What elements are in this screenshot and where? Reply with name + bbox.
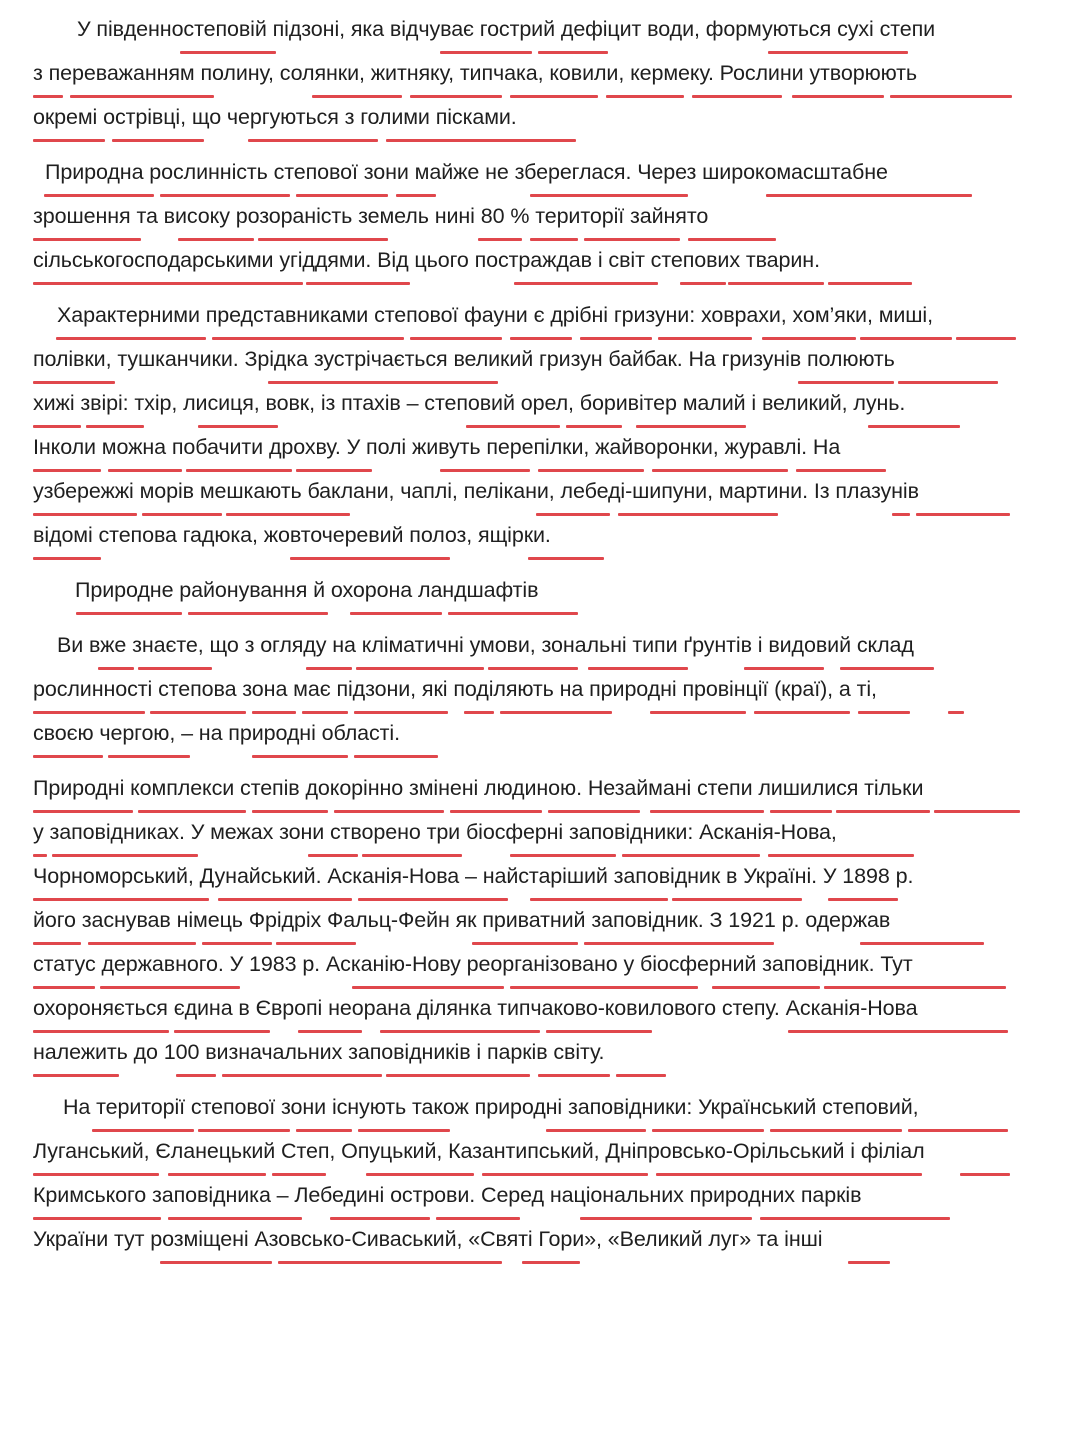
underline-mark	[386, 1074, 530, 1077]
underline-mark	[744, 667, 824, 670]
underline-mark	[712, 986, 820, 989]
underline-mark	[680, 282, 726, 285]
underline-mark	[76, 612, 182, 615]
underline-mark	[500, 711, 612, 714]
underline-mark	[616, 1074, 666, 1077]
paragraph-3-line-1: Характерними представниками степової фауни є дрібні гризуни: ховрахи, хом’яки, миші,	[57, 303, 933, 327]
underline-mark	[898, 381, 998, 384]
underline-mark	[33, 95, 63, 98]
underline-mark	[188, 612, 328, 615]
underline-mark	[380, 1030, 540, 1033]
underline-mark	[198, 425, 278, 428]
underline-mark	[658, 337, 752, 340]
underline-mark	[258, 238, 388, 241]
underline-mark	[33, 1074, 119, 1077]
underline-mark	[788, 1030, 1008, 1033]
underline-mark	[138, 667, 212, 670]
paragraph-3-line-6: відомі степова гадюка, жовточеревий полоз, ящірки.	[33, 523, 551, 547]
underline-mark	[352, 986, 504, 989]
underline-mark	[33, 1173, 159, 1176]
underline-mark	[672, 898, 802, 901]
underline-mark	[448, 612, 578, 615]
underline-mark	[306, 667, 352, 670]
paragraph-6-line-7: належить до 100 визначальних заповідників і парків світу.	[33, 1040, 605, 1064]
underline-mark	[92, 1129, 194, 1132]
underline-mark	[108, 469, 182, 472]
underline-mark	[584, 942, 774, 945]
underline-mark	[464, 711, 494, 714]
section-heading: Природне районування й охорона ландшафтів	[75, 578, 539, 602]
paragraph-3-line-4: Інколи можна побачити дрохву. У полі живуть перепілки, жайворонки, журавлі. На	[33, 435, 841, 459]
underline-mark	[510, 95, 598, 98]
paragraph-1-line-2: з переважанням полину, солянки, житняку, типчака, ковили, кермеку. Рослини утворюють	[33, 61, 918, 85]
underline-mark	[770, 810, 832, 813]
underline-mark	[108, 755, 190, 758]
underline-mark	[656, 1173, 922, 1176]
paragraph-6-line-1: Природні комплекси степів докорінно змінені людиною. Незаймані степи лишилися тільки	[33, 776, 924, 800]
underline-mark	[514, 282, 658, 285]
underline-mark	[298, 1030, 362, 1033]
underline-mark	[33, 986, 95, 989]
underline-mark	[510, 337, 572, 340]
underline-mark	[350, 612, 442, 615]
underline-mark	[768, 854, 914, 857]
underline-mark	[908, 1129, 1008, 1132]
paragraph-7-line-1: На території степової зони існують також природні заповідники: Український степовий,	[63, 1095, 919, 1119]
underline-mark	[440, 51, 532, 54]
underline-mark	[198, 1129, 290, 1132]
underline-mark	[522, 1261, 580, 1264]
underline-mark	[488, 667, 578, 670]
underline-mark	[70, 95, 214, 98]
paragraph-3-line-5: узбережжі морів мешкають баклани, чаплі, пелікани, лебеді-шипуни, мартини. Із плазунів	[33, 479, 919, 503]
underline-mark	[362, 854, 462, 857]
underline-mark	[222, 1074, 382, 1077]
underline-mark	[202, 942, 272, 945]
underline-mark	[290, 557, 450, 560]
underline-mark	[330, 1217, 430, 1220]
underline-mark	[252, 810, 328, 813]
underline-mark	[530, 238, 578, 241]
underline-mark	[248, 139, 378, 142]
underline-mark	[890, 95, 1012, 98]
underline-mark	[472, 942, 578, 945]
underline-mark	[33, 139, 105, 142]
underline-mark	[33, 898, 209, 901]
underline-mark	[546, 1129, 646, 1132]
underline-mark	[466, 425, 560, 428]
paragraph-1-line-3: окремі острівці, що чергуються з голими пісками.	[33, 105, 517, 129]
underline-mark	[828, 898, 898, 901]
underline-mark	[436, 1217, 520, 1220]
underline-mark	[956, 337, 1016, 340]
underline-mark	[478, 238, 522, 241]
underline-mark	[100, 986, 240, 989]
underline-mark	[538, 51, 608, 54]
underline-mark	[334, 810, 444, 813]
underline-mark	[858, 711, 910, 714]
paragraph-6-line-4: його заснував німець Фрідріх Фальц-Фейн як приватний заповідник. З 1921 р. одержав	[33, 908, 891, 932]
underline-mark	[510, 854, 616, 857]
underline-mark	[606, 95, 684, 98]
paragraph-5-line-3: своєю чергою, – на природні області.	[33, 721, 400, 745]
underline-mark	[226, 513, 350, 516]
underline-mark	[840, 667, 934, 670]
underline-mark	[302, 711, 348, 714]
underline-mark	[528, 557, 604, 560]
underline-mark	[356, 667, 484, 670]
underline-mark	[410, 95, 502, 98]
paragraph-3-line-2: полівки, тушканчики. Зрідка зустрічається великий гризун байбак. На гризунів полюють	[33, 347, 895, 371]
underline-mark	[848, 1261, 890, 1264]
underline-mark	[168, 1173, 266, 1176]
underline-mark	[252, 711, 296, 714]
underline-mark	[440, 469, 530, 472]
underline-mark	[178, 238, 254, 241]
underline-mark	[934, 810, 1020, 813]
underline-mark	[652, 1129, 764, 1132]
underline-mark	[218, 898, 352, 901]
underline-mark	[33, 425, 81, 428]
underline-mark	[530, 194, 688, 197]
underline-mark	[546, 1030, 652, 1033]
underline-mark	[768, 51, 908, 54]
paragraph-7-line-3: Кримського заповідника – Лебедині острови. Серед національних природних парків	[33, 1183, 862, 1207]
underline-mark	[688, 238, 776, 241]
underline-mark	[33, 513, 137, 516]
underline-mark	[142, 513, 222, 516]
underline-mark	[588, 667, 688, 670]
underline-mark	[33, 942, 81, 945]
underline-mark	[296, 469, 372, 472]
underline-mark	[33, 381, 115, 384]
underline-mark	[916, 513, 1010, 516]
underline-mark	[33, 238, 141, 241]
underline-mark	[798, 381, 894, 384]
underline-mark	[33, 557, 101, 560]
underline-mark	[358, 898, 508, 901]
underline-mark	[760, 1217, 950, 1220]
underline-mark	[276, 942, 356, 945]
underline-mark	[33, 282, 303, 285]
underline-mark	[510, 986, 698, 989]
underline-mark	[450, 810, 542, 813]
underline-mark	[386, 139, 576, 142]
underline-mark	[86, 425, 144, 428]
underline-mark	[584, 238, 680, 241]
underline-mark	[482, 1173, 648, 1176]
underline-mark	[796, 469, 886, 472]
underline-mark	[566, 425, 622, 428]
underline-mark	[766, 194, 972, 197]
underline-mark	[536, 513, 610, 516]
underline-mark	[580, 337, 652, 340]
paragraph-7-line-2: Луганський, Єланецький Степ, Опуцький, Казантипський, Дніпровсько-Орільський і філіал	[33, 1139, 925, 1163]
underline-mark	[150, 711, 246, 714]
underline-mark	[33, 711, 145, 714]
underline-mark	[754, 711, 850, 714]
underline-mark	[868, 425, 960, 428]
underline-mark	[160, 194, 290, 197]
paragraph-6-line-2: у заповідниках. У межах зони створено три біосферні заповідники: Асканія-Нова,	[33, 820, 837, 844]
underline-mark	[410, 337, 502, 340]
underline-mark	[622, 854, 760, 857]
paragraph-2-line-3: сільськогосподарськими угіддями. Від цього постраждав і світ степових тварин.	[33, 248, 820, 272]
underline-mark	[762, 337, 856, 340]
underline-mark	[176, 1074, 216, 1077]
underline-mark	[98, 667, 134, 670]
underline-mark	[354, 755, 438, 758]
underline-mark	[52, 854, 198, 857]
underline-mark	[538, 1074, 610, 1077]
paragraph-6-line-6: охороняється єдина в Європі неорана ділянка типчаково-ковилового степу. Асканія-Нова	[33, 996, 918, 1020]
underline-mark	[33, 755, 103, 758]
underline-mark	[88, 942, 196, 945]
paragraph-5-line-1: Ви вже знаєте, що з огляду на кліматичні умови, зональні типи ґрунтів і видовий склад	[57, 633, 914, 657]
paragraph-2-line-2: зрошення та високу розораність земель нині 80 % території зайнято	[33, 204, 709, 228]
underline-mark	[538, 469, 644, 472]
underline-mark	[160, 1261, 272, 1264]
underline-mark	[948, 711, 964, 714]
underline-mark	[650, 711, 746, 714]
paragraph-3-line-3: хижі звірі: тхір, лисиця, вовк, із птахів – степовий орел, боривітер малий і великий, лунь.	[33, 391, 906, 415]
underline-mark	[212, 337, 404, 340]
underline-mark	[186, 469, 292, 472]
underline-mark	[354, 711, 448, 714]
underline-mark	[174, 1030, 270, 1033]
underline-mark	[860, 337, 952, 340]
underline-mark	[828, 282, 912, 285]
paragraph-6-line-3: Чорноморський, Дунайський. Асканія-Нова – найстаріший заповідник в Україні. У 1898 р.	[33, 864, 914, 888]
underline-mark	[278, 1261, 502, 1264]
underline-mark	[770, 1129, 902, 1132]
underline-mark	[312, 95, 402, 98]
paragraph-5-line-2: рослинності степова зона має підзони, які поділяють на природні провінції (краї), а ті,	[33, 677, 877, 701]
underline-mark	[296, 194, 388, 197]
paragraph-1-line-1: У південностеповій підзоні, яка відчуває гострий дефіцит води, формуються сухі степи	[77, 17, 936, 41]
underline-mark	[618, 513, 778, 516]
underline-mark	[836, 810, 930, 813]
underline-mark	[860, 942, 984, 945]
underline-mark	[180, 51, 276, 54]
underline-mark	[580, 1217, 752, 1220]
underline-mark	[33, 1030, 169, 1033]
underline-mark	[548, 810, 640, 813]
underline-mark	[138, 810, 246, 813]
paragraph-6-line-5: статус державного. У 1983 р. Асканію-Нову реорганізовано у біосферний заповідник. Тут	[33, 952, 913, 976]
underline-mark	[44, 194, 154, 197]
underline-mark	[306, 282, 410, 285]
underline-mark	[168, 1217, 302, 1220]
underline-mark	[366, 1173, 474, 1176]
underline-mark	[692, 95, 782, 98]
underline-mark	[636, 425, 746, 428]
underline-mark	[728, 282, 824, 285]
underline-mark	[396, 194, 436, 197]
underline-mark	[530, 898, 668, 901]
underline-mark	[33, 854, 47, 857]
underline-mark	[33, 1217, 161, 1220]
underline-mark	[112, 139, 204, 142]
underline-mark	[252, 755, 348, 758]
underline-mark	[358, 1129, 450, 1132]
underline-mark	[892, 513, 910, 516]
underline-mark	[56, 337, 206, 340]
paragraph-2-line-1: Природна рослинність степової зони майже не збереглася. Через широкомасштабне	[45, 160, 888, 184]
underline-mark	[33, 469, 101, 472]
paragraph-7-line-4: України тут розміщені Азовсько-Сиваський, «Святі Гори», «Великий луг» та інші	[33, 1227, 823, 1251]
underline-mark	[308, 854, 358, 857]
underline-mark	[268, 381, 498, 384]
underline-mark	[824, 986, 1006, 989]
underline-mark	[33, 810, 133, 813]
underline-mark	[792, 95, 884, 98]
underline-mark	[296, 1129, 352, 1132]
underline-mark	[272, 1173, 326, 1176]
underline-mark	[652, 469, 788, 472]
underline-mark	[960, 1173, 1010, 1176]
underline-mark	[650, 810, 764, 813]
